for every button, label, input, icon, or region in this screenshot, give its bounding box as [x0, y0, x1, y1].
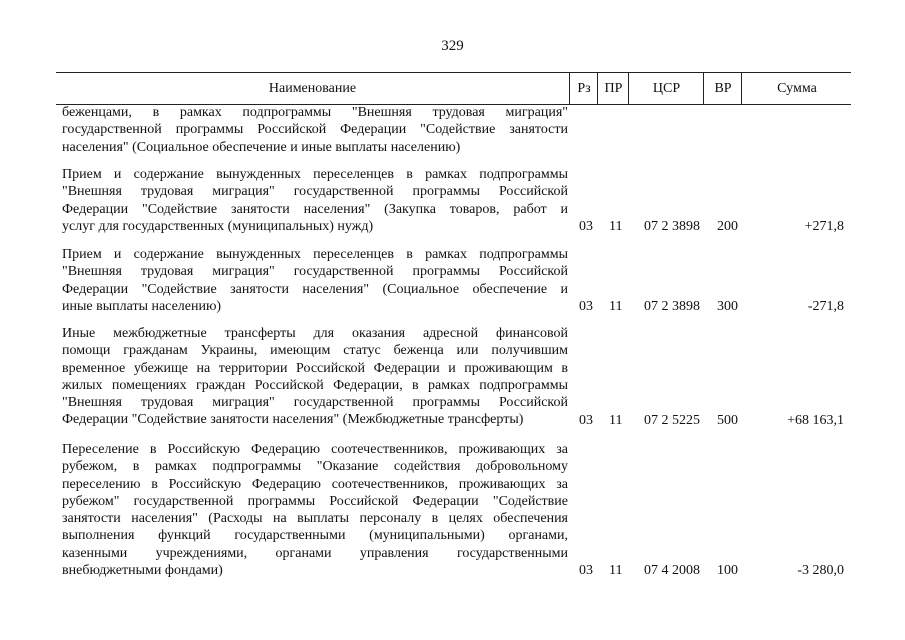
row-name: Иные межбюджетные трансферты для оказания адресной финансовой помощи гражданам Украины, имеющим статус беженца или получившим временное убежище на территории Российской Федерации и проживающим в жилых помещениях граждан Российской Федерации, в рамках подпрограммы "Внешняя трудовая миграция" государственной программы Российской Федерации "Содействие занятости населения" (Межбюджетные трансферты) [62, 326, 568, 428]
header-pr: ПР [597, 73, 629, 104]
row-sum: -3 280,0 [797, 563, 844, 578]
header-csr: ЦСР [628, 73, 704, 104]
row-sum: -271,8 [807, 299, 844, 314]
header-rz: Рз [569, 73, 598, 104]
header-vr: ВР [703, 73, 742, 104]
row-pr: 11 [609, 219, 623, 234]
page-number: 329 [441, 38, 464, 54]
row-rz: 03 [579, 563, 593, 578]
row-pr: 11 [609, 299, 623, 314]
row-csr: 07 2 3898 [644, 299, 700, 314]
row-sum: +271,8 [804, 219, 844, 234]
row-name: Прием и содержание вынужденных переселенцев в рамках подпрограммы "Внешняя трудовая миграция" государственной программы Российской Федерации "Содействие занятости населения" (Социальное обеспечение и иные выплаты населению) [62, 247, 568, 314]
row-pr: 11 [609, 413, 623, 428]
row-name: беженцами, в рамках подпрограммы "Внешняя трудовая миграция" государственной программы Российской Федерации "Содействие занятости населения" (Социальное обеспечение и иные выплаты населению) [62, 105, 568, 155]
row-rz: 03 [579, 413, 593, 428]
row-sum: +68 163,1 [787, 413, 844, 428]
row-name: Переселение в Российскую Федерацию соотечественников, проживающих за рубежом, в рамках подпрограммы "Оказание содействия добровольному переселению в Российскую Федерацию соотечественников, проживающих за рубежом" государственной программы Российской Федерации "Содействие занятости населения" (Расходы на выплаты персоналу в целях обеспечения выполнения функций государственными (муниципальными) органами, казенными учреждениями, органами управления государственными внебюджетными фондами) [62, 442, 568, 579]
row-rz: 03 [579, 299, 593, 314]
row-pr: 11 [609, 563, 623, 578]
row-vr: 200 [717, 219, 738, 234]
row-csr: 07 2 5225 [644, 413, 700, 428]
header-name: Наименование [268, 81, 357, 96]
table-header [56, 72, 851, 105]
row-csr: 07 2 3898 [644, 219, 700, 234]
row-name: Прием и содержание вынужденных переселенцев в рамках подпрограммы "Внешняя трудовая миграция" государственной программы Российской Федерации "Содействие занятости населения" (Закупка товаров, работ и услуг для государственных (муниципальных) нужд) [62, 167, 568, 234]
row-vr: 300 [717, 299, 738, 314]
row-rz: 03 [579, 219, 593, 234]
header-sum: Сумма [741, 73, 852, 104]
row-csr: 07 4 2008 [644, 563, 700, 578]
row-vr: 100 [717, 563, 738, 578]
row-vr: 500 [717, 413, 738, 428]
